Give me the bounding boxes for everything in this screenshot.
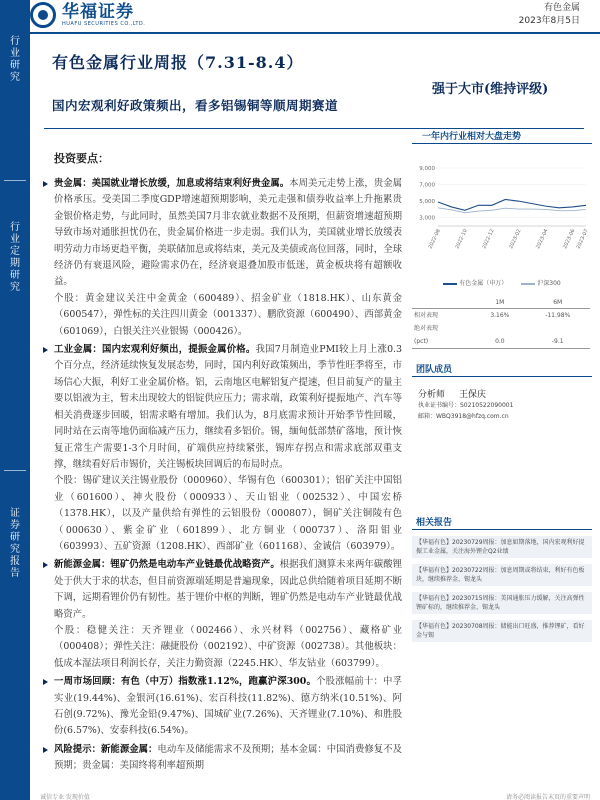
- perf-cell: [474, 322, 525, 335]
- company-logo: [30, 0, 145, 30]
- logo-mark-icon: [30, 2, 56, 28]
- right-column: [412, 130, 592, 642]
- header-rule: [30, 32, 600, 34]
- perf-header-blank: [412, 297, 474, 309]
- key-point-body: 个股涨幅前十：中孚实业(19.44%)、金银河(16.61%)、宏百科技(11.82%)、德方纳米(10.51%)、阿石创(9.72%)、豫光金铅(9.47%)、国城矿业(7.26%)、天齐锂业(7.10%)、和胜股份(6.57%)、安泰科技(6.54%)。: [54, 676, 402, 737]
- logo-name: 华福证券: [62, 2, 134, 22]
- related-section-title: 相关报告: [412, 516, 592, 530]
- key-point-body: 电动车及储能需求不及预期；基本金属：中国消费修复不及预期；贵金属：美国终将利率超预期: [54, 743, 402, 772]
- key-point-lead: 新能源金属：锂矿仍然是电动车产业链最优战略资产。: [54, 559, 280, 571]
- x-tick-label: 2022-10: [454, 228, 469, 250]
- related-report-link[interactable]: 【华福有色】20230715周报：美国通胀压力缓解，关注高弹性锂矿标的，继续推荐金、锡龙头: [412, 592, 592, 614]
- x-tick-label: 2023-04: [535, 228, 550, 250]
- footer: [40, 792, 590, 800]
- x-tick-label: 2023-02: [508, 228, 523, 250]
- key-point-body: 我国7月制造业PMI较上月上涨0.3个百分点，经济延续恢复发展态势，同时，国内利好政策频出，季节性旺季将至，市场信心大振，利好工业金属价格。铝，云南地区电解铝复产提速，但目前复产的量主要以铝液为主，暂未出现较大的铝锭供应压力；需求端，政策利好提振地产、汽车等相关消费逐步回暖，铝需求略有增加。我们认为，8月底需求预计开始季节性回暖，同时站在云南等地仍面临减产压力，继续看多铝价。锡，缅甸低部禁矿落地，预计恢复正常生产需要1-3个月时间，矿端供应持续紧张，锡库存拐点和需求底部双重支撑，继续看好后市锡价，关注锡板块回调后的布局时点。: [54, 344, 402, 470]
- header-industry: 有色金属: [543, 3, 580, 13]
- y-tick-label: 7,000: [419, 182, 435, 189]
- x-tick-label: 2022-12: [481, 228, 496, 250]
- performance-table: [412, 297, 590, 349]
- key-point-paragraph: [40, 342, 402, 555]
- key-point-picks: 个股：稳健关注：天齐锂业（002466）、永兴材料（002756）、藏格矿业（000408）；弹性关注：融捷股份（002192）、中矿资源（002738）。其他板块：低成本湿法项目利润长存，关注力勤资源（2245.HK）、华友钴业（603799）。: [54, 624, 402, 669]
- key-point-lead: 一周市场回顾：有色（中万）指数涨1.12%，跑赢沪深300。: [54, 676, 317, 688]
- key-point-body: 根据我们测算未来两年碳酸锂处于供大于求的状态，但目前资源端延期是普遍现象，因此总供给随着项目延期不断下调，远期看锂价仍有韧性。基于锂价中枢的判断，锂矿仍然是电动车产业链最优战略资产。: [54, 559, 402, 620]
- related-report-link[interactable]: 【华福有色】20230722周报：加息周期或将结束，利好有色板块，继续推荐金、锡龙头: [412, 564, 592, 586]
- series-line-2: [438, 208, 586, 213]
- related-reports-section: [412, 516, 592, 642]
- sidebar-divider: [4, 180, 26, 181]
- header-meta: [519, 2, 580, 28]
- chart-section-title: 一年内行业相对大盘走势: [412, 130, 592, 144]
- report-title: 有色金属行业周报（7.31-8.4）: [52, 53, 304, 72]
- y-tick-label: 3,000: [419, 215, 435, 222]
- perf-row-label: 相对表现: [414, 312, 439, 319]
- perf-row-label: (pct): [412, 335, 474, 349]
- legend-label: 沪深300: [537, 280, 561, 287]
- related-report-link[interactable]: 【华福有色】20230708周报：储能出口旺盛，推荐锂矿，看好金与锡: [412, 620, 592, 642]
- footer-right: 请务必阅读报告末页的重要声明: [505, 794, 590, 800]
- related-report-link[interactable]: 【华福有色】20230729周报：加息如期落地，国内宏观利好提振工业金属，关注海外锂企Q2业绩: [412, 536, 592, 558]
- y-tick-label: 9,000: [419, 166, 435, 172]
- header-date: 2023年8月5日: [518, 16, 580, 26]
- footer-left: 诚信专业 发现价值: [40, 794, 90, 800]
- key-point-paragraph: [40, 176, 402, 340]
- x-tick-label: 2023-06: [562, 228, 577, 250]
- analyst-line: [412, 387, 592, 400]
- key-point-paragraph: [40, 557, 402, 672]
- logo-english: HUAFU SECURITIES CO.,LTD.: [62, 21, 146, 27]
- key-points-heading: 投资要点：: [54, 152, 109, 165]
- perf-row-label: 绝对表现: [414, 325, 439, 332]
- key-point-paragraph: [40, 742, 402, 775]
- sidebar-divider: [4, 470, 26, 471]
- rating-label: 强于大市(维持评级): [432, 82, 549, 97]
- x-tick-label: 2022-08: [427, 228, 442, 250]
- y-tick-label: 5,000: [419, 199, 435, 206]
- perf-cell: -9.1: [525, 335, 590, 349]
- perf-header-6m: 6M: [525, 297, 590, 309]
- legend-label: 有色金属（申万）: [459, 280, 508, 287]
- title-rule: [44, 128, 584, 129]
- team-section-title: 团队成员: [412, 363, 592, 377]
- sidebar: [0, 0, 30, 800]
- key-point-body: 本周美元走势上涨，贵金属价格承压。受美国二季度GDP增速超预期影响，美元走强和债券收益率上升拖累贵金银价格走势，与此同时，虽然美国7月非农就业数据不及预期，但薪资增速超预期导致市场对通胀担忧仍在，贵金属价格进一步走弱。我们认为，美国就业增长放缓表明劳动力市场更趋平衡，美联储加息或将结束，美元及美债或高位回落，同时，全球经济仍有衰退风险，避险需求仍在，经济衰退叠加股市低迷，黄金板块将有超额收益。: [54, 178, 402, 288]
- perf-cell: -11.98%: [545, 312, 571, 319]
- legend-swatch: [521, 283, 535, 285]
- team-section: [412, 363, 592, 422]
- x-tick-label: 2023-07: [575, 228, 590, 250]
- key-points-section: [40, 150, 402, 777]
- line-chart-svg: [412, 164, 592, 272]
- report-subtitle: 国内宏观利好政策频出，看多铝锡铜等顺周期赛道: [52, 98, 339, 113]
- sidebar-label-industry: 行 业 研 究: [10, 36, 20, 83]
- analyst-role: 分析师: [418, 390, 446, 400]
- key-point-lead: 风险提示：新能源金属：: [54, 743, 158, 755]
- analyst-cert: 执业证书编号：S0210522090001: [418, 402, 514, 409]
- analyst-email[interactable]: 邮箱：WBQ3918@hfzq.com.cn: [418, 413, 509, 420]
- sidebar-label-periodic: 行 业 定 期 研 究: [10, 222, 20, 293]
- key-point-paragraph: [40, 674, 402, 740]
- perf-cell: [525, 322, 590, 335]
- analyst-name: 王保庆: [459, 390, 487, 400]
- key-point-lead: 贵金属：美国就业增长放缓，加息或将结束利好贵金属。: [54, 178, 290, 189]
- perf-header-1m: 1M: [474, 297, 525, 309]
- perf-cell: 3.16%: [490, 312, 510, 319]
- perf-cell: 0.0: [474, 335, 525, 349]
- key-point-picks: 个股：黄金建议关注中金黄金（600489）、招金矿业（1818.HK）、山东黄金（600547），弹性标的关注四川黄金（001337）、鹏欣资源（600490）、西部黄金（601069），白银关注兴业银锡（000426）。: [54, 292, 402, 337]
- sidebar-label-report: 证 券 研 究 报 告: [10, 508, 20, 579]
- key-point-lead: 工业金属：国内宏观利好频出，提振金属价格。: [54, 344, 256, 356]
- legend-swatch: [443, 283, 457, 285]
- key-point-picks: 个股：锡矿建议关注锡业股份（000960）、华锡有色（600301）；铝矿关注中国铝业（601600）、神火股份（000933）、天山铝业（002532）、中国宏桥（1378.HK），以及产量供给有弹性的云铝股份（000807），铜矿关注铜陵有色（000630）、紫金矿业（601899）、北方铜业（000737）、洛阳钼业（603993）、五矿资源（1208.HK）、西部矿业（601168）、金诚信（603979）。: [54, 475, 402, 552]
- relative-performance-chart: [412, 164, 592, 282]
